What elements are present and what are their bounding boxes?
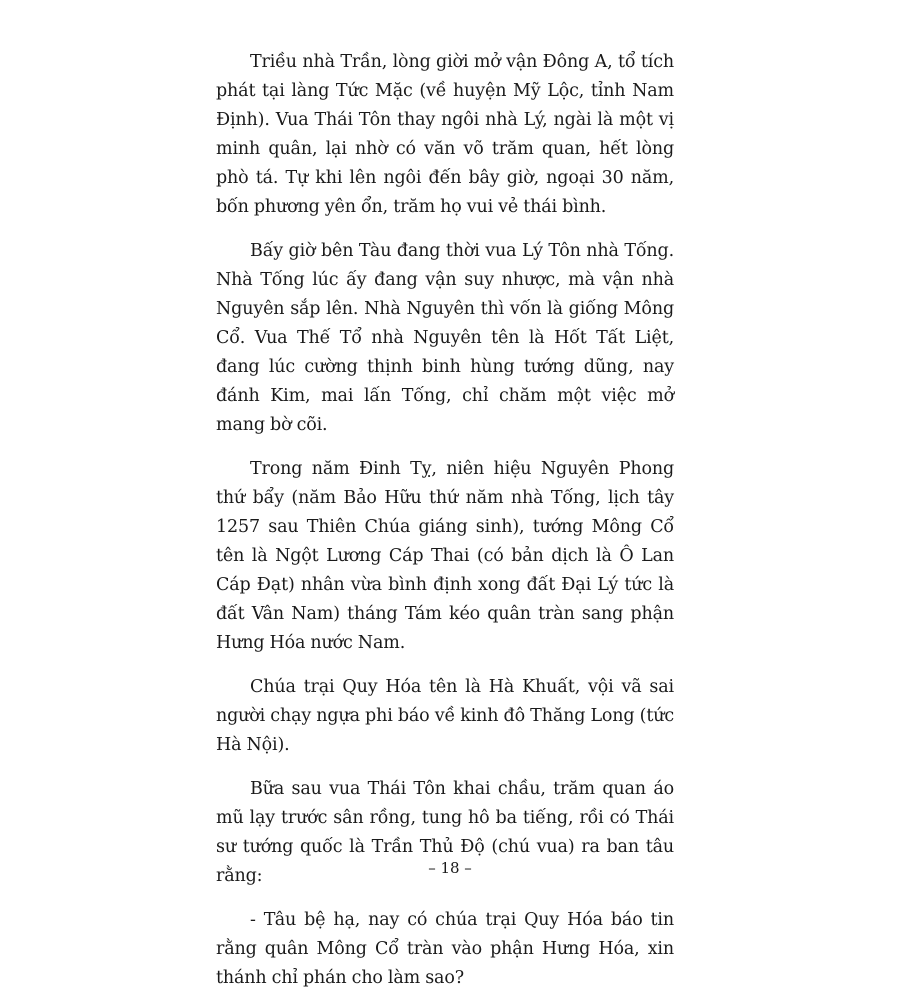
paragraph-3: Trong năm Đinh Tỵ, niên hiệu Nguyên Phong thứ bẩy (năm Bảo Hữu thứ năm nhà Tống, lịch tây 1257 sau Thiên Chúa giáng sinh), tướng Mông Cổ tên là Ngột Lương Cáp Thai (có bản dịch là Ô Lan Cáp Đạt) nhân vừa bình định xong đất Đại Lý tức là đất Vân Nam) tháng Tám kéo quân tràn sang phận Hưng Hóa nước Nam. <box>216 459 674 653</box>
paragraph-5: Bữa sau vua Thái Tôn khai chầu, trăm quan áo mũ lạy trước sân rồng, tung hô ba tiếng, rồi có Thái sư tướng quốc là Trần Thủ Độ (chú vua) ra ban tâu rằng: <box>216 779 674 886</box>
paragraph-4: Chúa trại Quy Hóa tên là Hà Khuất, vội vã sai người chạy ngựa phi báo về kinh đô Thăng Long (tức Hà Nội). <box>216 677 674 755</box>
paragraph-1: Triều nhà Trần, lòng giời mở vận Đông A, tổ tích phát tại làng Tức Mặc (về huyện Mỹ Lộc, tỉnh Nam Định). Vua Thái Tôn thay ngôi nhà Lý, ngài là một vị minh quân, lại nhờ có văn võ trăm quan, hết lòng phò tá. Tự khi lên ngôi đến bây giờ, ngoại 30 năm, bốn phương yên ổn, trăm họ vui vẻ thái bình. <box>216 52 674 217</box>
page-number: – 18 – <box>428 859 472 877</box>
paragraph-6: - Tâu bệ hạ, nay có chúa trại Quy Hóa báo tin rằng quân Mông Cổ tràn vào phận Hưng Hóa, xin thánh chỉ phán cho làm sao? <box>216 910 674 988</box>
paragraph-2: Bấy giờ bên Tàu đang thời vua Lý Tôn nhà Tống. Nhà Tống lúc ấy đang vận suy nhược, mà vận nhà Nguyên sắp lên. Nhà Nguyên thì vốn là giống Mông Cổ. Vua Thế Tổ nhà Nguyên tên là Hốt Tất Liệt, đang lúc cường thịnh binh hùng tướng dũng, nay đánh Kim, mai lấn Tống, chỉ chăm một việc mở mang bờ cõi. <box>216 241 674 435</box>
